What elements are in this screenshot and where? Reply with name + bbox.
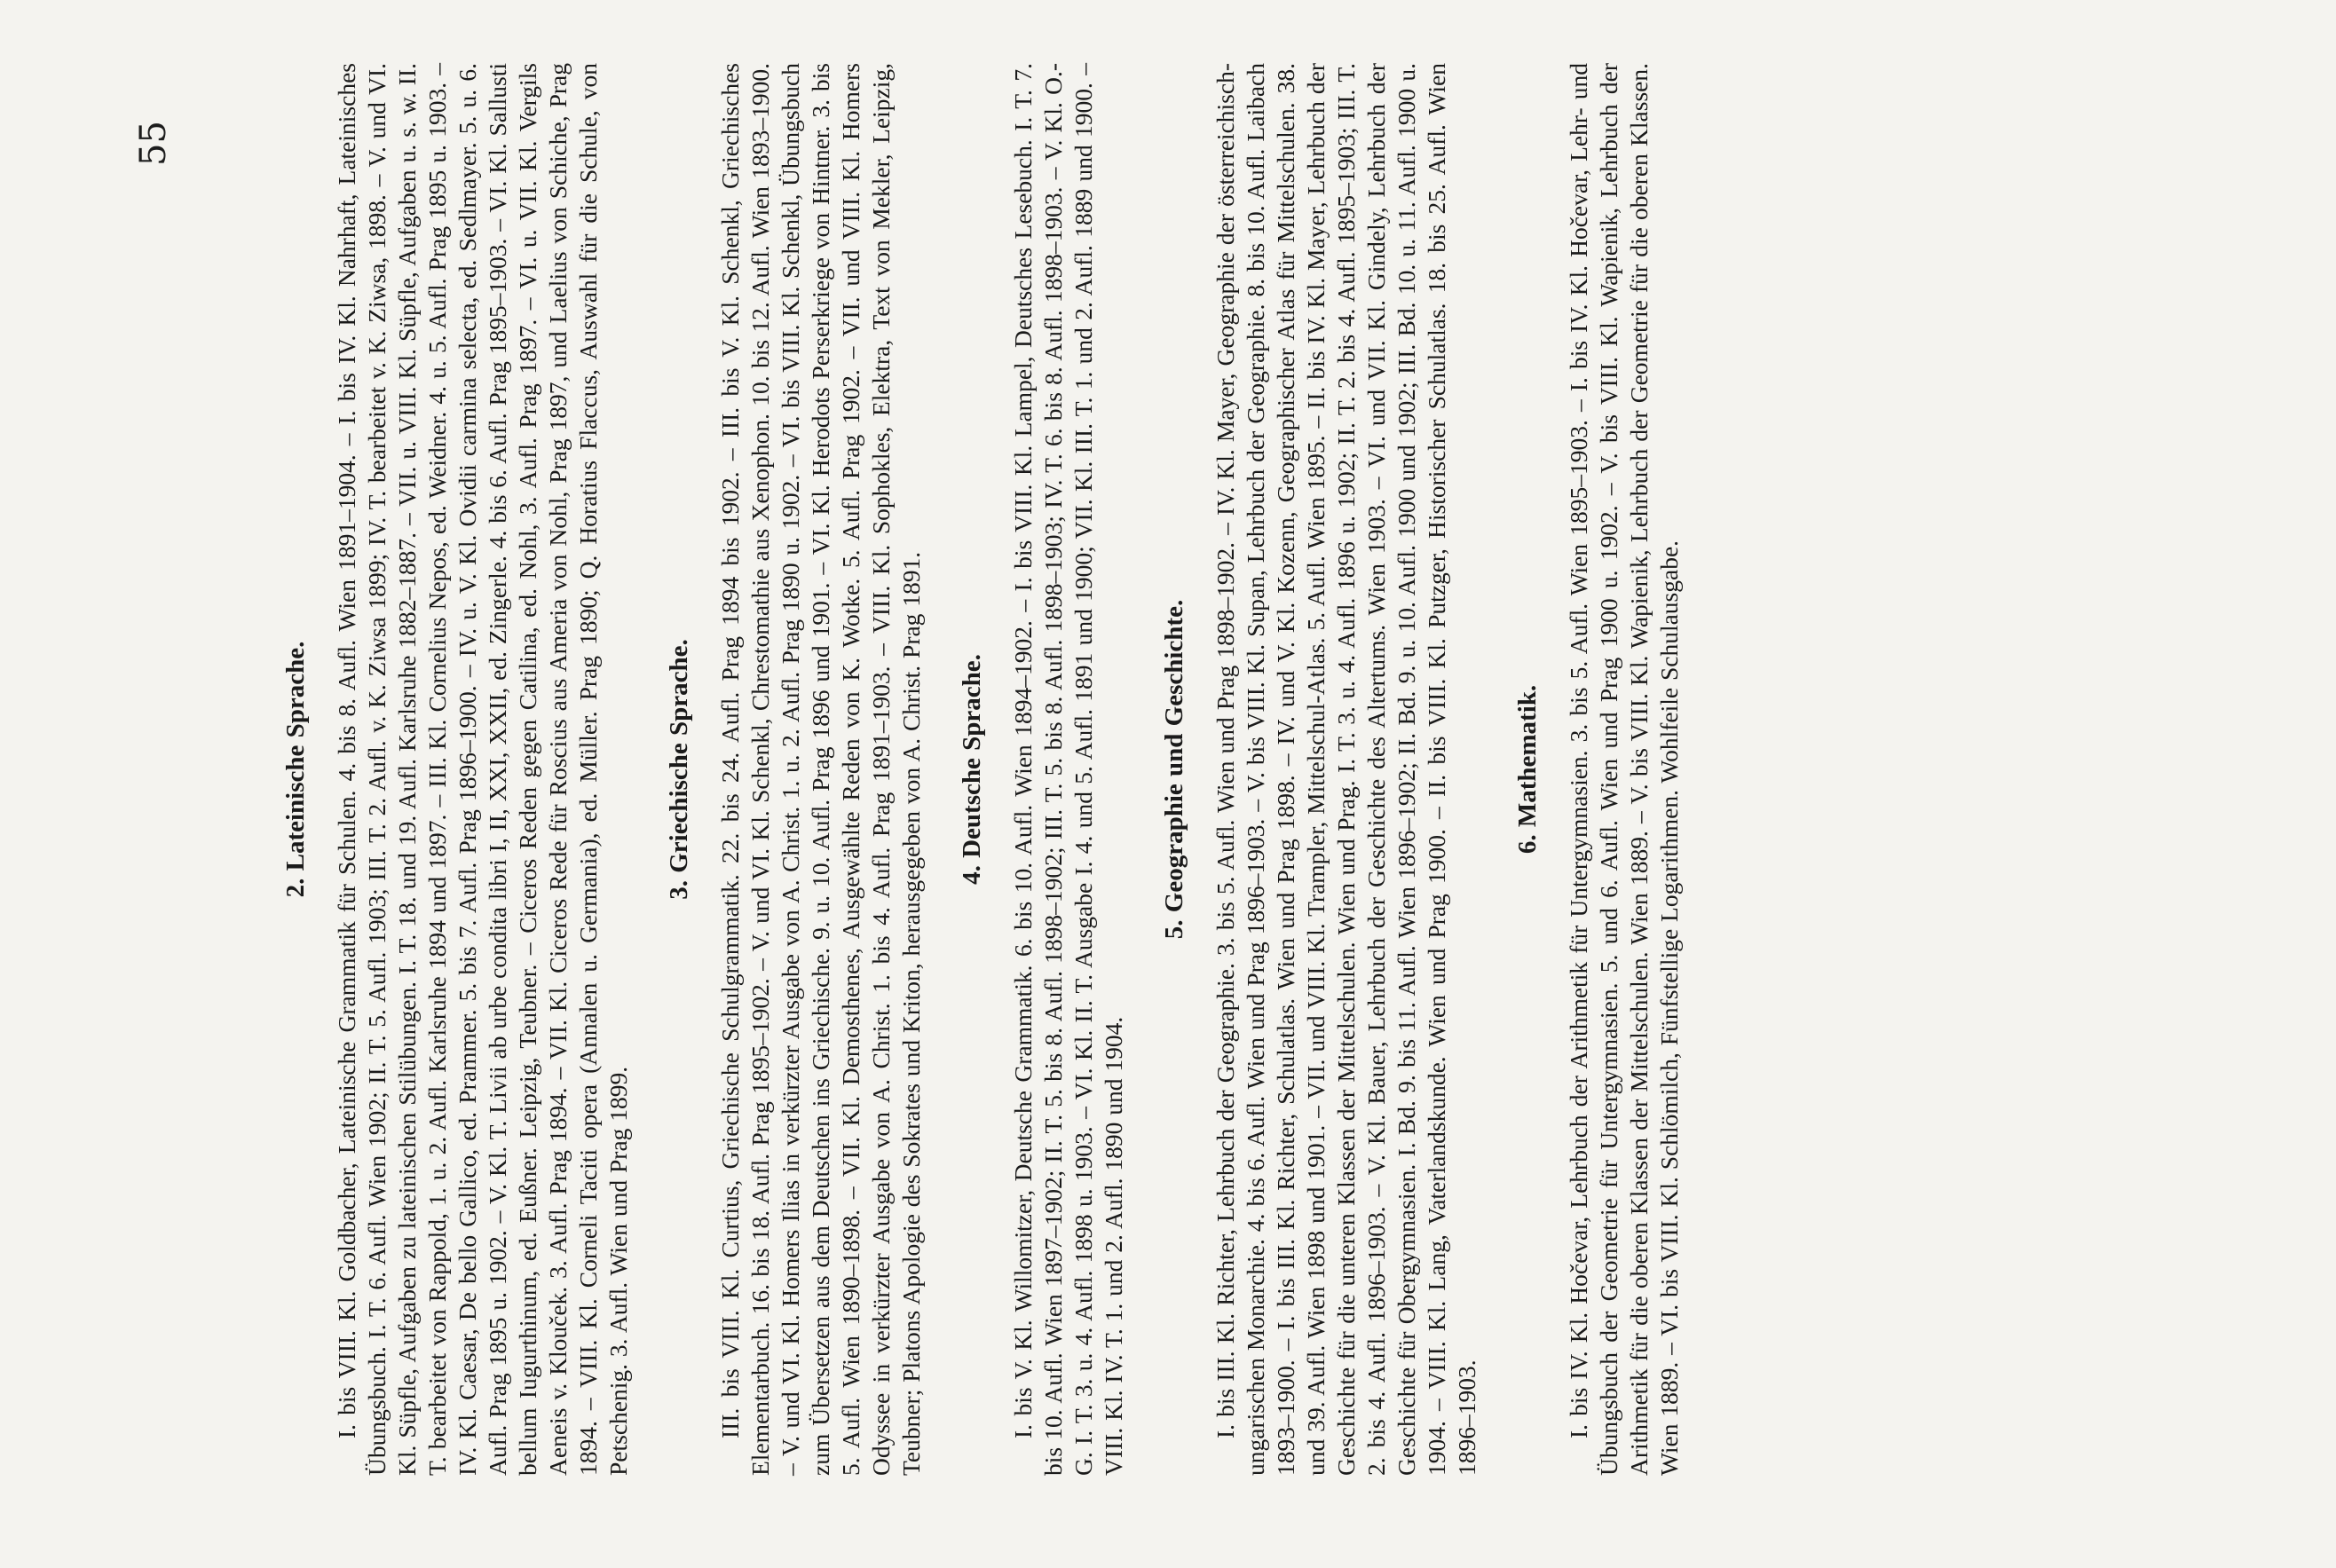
section-heading: 2. Lateinische Sprache. <box>281 641 310 898</box>
section-heading: 6. Mathematik. <box>1513 684 1542 855</box>
section-paragraph: I. bis VIII. Kl. Goldbacher, Lateinische Grammatik für Schulen. 4. bis 8. Aufl. Wien 1891–1904. – I. bis IV. Kl. Nahrhaft, Lateinisches Übungsbuch. I. T. 6. Aufl. Wien 1902; II. T. 5. Aufl. 1903; III. T. 2. Aufl. v. K. Ziwsa 1899; IV. T. bearbeitet v. K. Ziwsa, 1898. – V. und VI. Kl. Süpfle, Aufgaben zu lateinischen Stilübungen. I. T. 18. und 19. Aufl. Karlsruhe 1882–1887. – VII. u. VIII. Kl. Süpfle, Aufgaben u. s. w. II. T. bearbeitet von Rappold, 1. u. 2. Aufl. Karlsruhe 1894 und 1897. – III. Kl. Cornelius Nepos, ed. Weidner. 4. u. 5. Aufl. Prag 1895 u. 1903. – IV. Kl. Caesar, De bello Gallico, ed. Prammer. 5. bis 7. Aufl. Prag 1896–1900. – IV. u. V. Kl. Ovidii carmina selecta, ed. Sedlmayer. 5. u. 6. Aufl. Prag 1895 u. 1902. – V. Kl. T. Livii ab urbe condita libri I, II, XXI, XXII, ed. Zingerle. 4. bis 6. Aufl. Prag 1895–1903. – VI. Kl. Sallusti bellum Iugurthinum, ed. Eußner. Leipzig, Teubner. – Ciceros Reden gegen Catilina, ed. Nohl, 3. Aufl. Prag 1897. – VI. u. VII. Kl. Vergils Aeneis v. Klouček. 3. Aufl. Prag 1894. – VII. Kl. Ciceros Rede für Roscius aus Ameria von Nohl, Prag 1897, und Laelius von Schiche, Prag 1894. – VIII. Kl. Corneli Taciti opera (Annalen u. Germania), ed. Müller. Prag 1890; Q. Horatius Flaccus, Auswahl für die Schule, von Petschenig. 3. Aufl. Wien und Prag 1899. <box>333 63 632 1476</box>
section-geography-history <box>1159 63 1482 1476</box>
section-heading: 5. Geographie und Geschichte. <box>1160 599 1188 940</box>
section-heading: 4. Deutsche Sprache. <box>958 654 986 885</box>
section-german <box>957 63 1129 1476</box>
section-mathematics <box>1512 63 1685 1476</box>
section-greek <box>664 63 927 1476</box>
section-latin <box>280 63 634 1476</box>
section-paragraph: I. bis V. Kl. Willomitzer, Deutsche Grammatik. 6. bis 10. Aufl. Wien 1894–1902. – I. bis VIII. Kl. Lampel, Deutsches Lesebuch. I. T. 7. bis 10. Aufl. Wien 1897–1902; II. T. 5. bis 8. Aufl. 1898–1902; III. T. 5. bis 8. Aufl. 1898–1903; IV. T. 6. bis 8. Aufl. 1898–1903. – V. Kl. O.-G. I. T. 3. u. 4. Aufl. 1898 u. 1903. – VI. Kl. II. T. Ausgabe I. 4. und 5. Aufl. 1891 und 1900; VII. Kl. III. T. 1. und 2. Aufl. 1889 und 1900. – VIII. Kl. IV. T. 1. und 2. Aufl. 1890 und 1904. <box>1009 63 1127 1476</box>
page-number: 55 <box>133 121 174 166</box>
section-paragraph: III. bis VIII. Kl. Curtius, Griechische Schulgrammatik. 22. bis 24. Aufl. Prag 1894 bis 1902. – III. bis V. Kl. Schenkl, Griechisches Elementarbuch. 16. bis 18. Aufl. Prag 1895–1902. – V. und VI. Kl. Schenkl, Chrestomathie aus Xenophon. 10. bis 12. Aufl. Wien 1893–1900. – V. und VI. Kl. Homers Ilias in verkürzter Ausgabe von A. Christ. 1. u. 2. Aufl. Prag 1890 u. 1902. – VI. bis VIII. Kl. Schenkl, Übungsbuch zum Übersetzen aus dem Deutschen ins Griechische. 9. u. 10. Aufl. Prag 1896 und 1901. – VI. Kl. Herodots Perserkriege von Hintner. 3. bis 5. Aufl. Wien 1890–1898. – VII. Kl. Demosthenes, Ausgewählte Reden von K. Wotke. 5. Aufl. Prag 1902. – VII. und VIII. Kl. Homers Odyssee in verkürzter Ausgabe von A. Christ. 1. bis 4. Aufl. Prag 1891–1903. – VIII. Kl. Sophokles, Elektra, Text von Mekler, Leipzig, Teubner; Platons Apologie des Sokrates und Kriton, herausgegeben von A. Christ. Prag 1891. <box>716 63 925 1476</box>
section-heading: 3. Griechische Sprache. <box>665 639 693 900</box>
section-paragraph: I. bis III. Kl. Richter, Lehrbuch der Geographie. 3. bis 5. Aufl. Wien und Prag 1898–1902. – IV. Kl. Mayer, Geographie der österreichisch-ungarischen Monarchie. 4. bis 6. Aufl. Wien und Prag 1896–1903. – V. bis VIII. Kl. Supan, Lehrbuch der Geographie. 8. bis 10. Aufl. Laibach 1893–1900. – I. bis III. Kl. Richter, Schulatlas. Wien und Prag 1898. – IV. und V. Kl. Kozenn, Geographischer Atlas für Mittelschulen. 38. und 39. Aufl. Wien 1898 und 1901. – VII. und VIII. Kl. Trampler, Mittelschul-Atlas. 5. Aufl. Wien 1895. – II. bis IV. Kl. Mayer, Lehrbuch der Geschichte für die unteren Klassen der Mittelschulen. Wien und Prag. I. T. 3. u. 4. Aufl. 1896 u. 1902; II. T. 2. bis 4. Aufl. 1895–1903; III. T. 2. bis 4. Aufl. 1896–1903. – V. Kl. Bauer, Lehrbuch der Geschichte des Altertums. Wien 1903. – VI. und VII. Kl. Gindely, Lehrbuch der Geschichte für Obergymnasien. I. Bd. 9. bis 11. Aufl. Wien 1896–1902; II. Bd. 9. u. 10. Aufl. 1900 und 1902; III. Bd. 10. u. 11. Aufl. 1900 u. 1904. – VIII. Kl. Lang, Vaterlandskunde. Wien und Prag 1900. – II. bis VIII. Kl. Putzger, Historischer Schulatlas. 18. bis 25. Aufl. Wien 1896–1903. <box>1211 63 1480 1476</box>
page-content <box>280 63 1685 1476</box>
section-paragraph: I. bis IV. Kl. Hočevar, Lehrbuch der Arithmetik für Untergymnasien. 3. bis 5. Aufl. Wien 1895–1903. – I. bis IV. Kl. Hočevar, Lehr- und Übungsbuch der Geometrie für Untergymnasien. 5. und 6. Aufl. Wien und Prag 1900 u. 1902. – V. bis VIII. Kl. Wapienik, Lehrbuch der Arithmetik für die oberen Klassen der Mittelschulen. Wien 1889. – V. bis VIII. Kl. Wapienik, Lehrbuch der Geometrie für die oberen Klassen. Wien 1889. – VI. bis VIII. Kl. Schlömilch, Fünfstellige Logarithmen. Wohlfeile Schulausgabe. <box>1565 63 1683 1476</box>
